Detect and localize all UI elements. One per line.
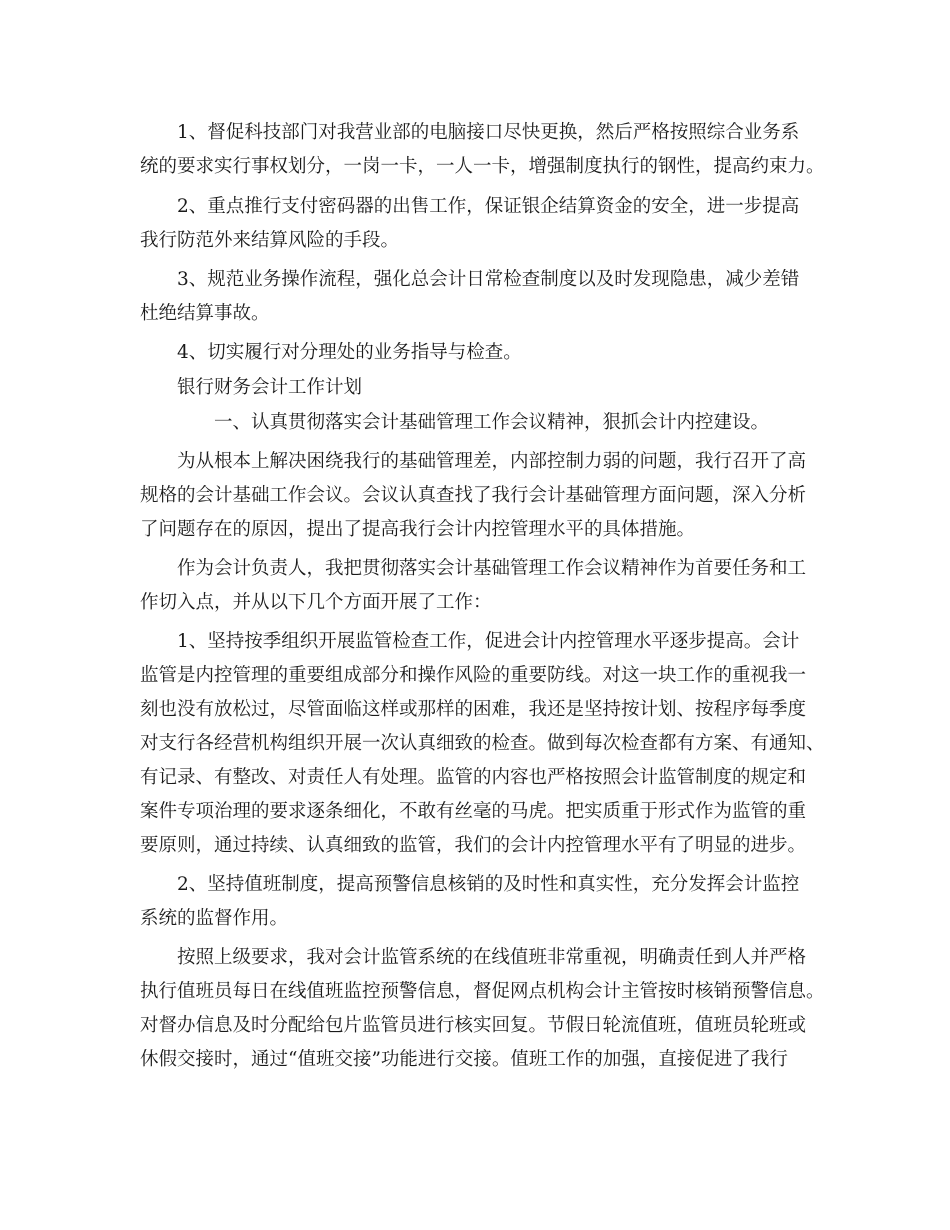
text-line: 3、规范业务操作流程，强化总会计日常检查制度以及时发现隐患，减少差错 <box>177 269 800 290</box>
text-line: 2、重点推行支付密码器的出售工作，保证银企结算资金的安全，进一步提高 <box>177 196 800 217</box>
text-line: 刻也没有放松过，尽管面临这样或那样的困难，我还是坚持按计划、按程序每季度 <box>140 699 807 720</box>
text-line: 4、切实履行对分理处的业务指导与检查。 <box>177 342 522 363</box>
text-line: 监管是内控管理的重要组成部分和操作风险的重要防线。对这一块工作的重视我一 <box>140 665 807 686</box>
text-line: 作为会计负责人，我把贯彻落实会计基础管理工作会议精神作为首要任务和工 <box>177 558 807 579</box>
text-line: 按照上级要求，我对会计监管系统的在线值班非常重视，明确责任到人并严格 <box>177 947 807 968</box>
text-line: 统的要求实行事权划分，一岗一卡，一人一卡，增强制度执行的钢性，提高约束力。 <box>140 156 825 177</box>
section-heading: 银行财务会计工作计划 <box>177 377 363 398</box>
text-line: 1、坚持按季组织开展监管检查工作，促进会计内控管理水平逐步提高。会计 <box>177 631 800 652</box>
text-line: 对督办信息及时分配给包片监管员进行核实回复。节假日轮流值班，值班员轮班或 <box>140 1015 807 1036</box>
text-line: 1、督促科技部门对我营业部的电脑接口尽快更换，然后严格按照综合业务系 <box>177 122 800 143</box>
text-line: 了问题存在的原因，提出了提高我行会计内控管理水平的具体措施。 <box>140 519 696 540</box>
text-line: 执行值班员每日在线值班监控预警信息，督促网点机构会计主管按时核销预警信息。 <box>140 981 825 1002</box>
text-line: 规格的会计基础工作会议。会议认真查找了我行会计基础管理方面问题，深入分析 <box>140 485 807 506</box>
text-line: 2、坚持值班制度，提高预警信息核销的及时性和真实性，充分发挥会计监控 <box>177 874 800 895</box>
text-line: 要原则，通过持续、认真细致的监管，我们的会计内控管理水平有了明显的进步。 <box>140 835 807 856</box>
text-line: 为从根本上解决困绕我行的基础管理差，内部控制力弱的问题，我行召开了高 <box>177 451 807 472</box>
text-line: 杜绝结算事故。 <box>140 303 270 324</box>
text-line: 系统的监督作用。 <box>140 908 289 929</box>
text-line: 我行防范外来结算风险的手段。 <box>140 230 400 251</box>
text-line: 有记录、有整改、对责任人有处理。监管的内容也严格按照会计监管制度的规定和 <box>140 767 807 788</box>
text-line: 作切入点，并从以下几个方面开展了工作： <box>140 592 492 613</box>
text-line: 对支行各经营机构组织开展一次认真细致的检查。做到每次检查都有方案、有通知、 <box>140 733 825 754</box>
subsection-heading: 一、认真贯彻落实会计基础管理工作会议精神，狠抓会计内控建设。 <box>214 412 770 433</box>
text-line: 案件专项治理的要求逐条细化，不敢有丝毫的马虎。把实质重于形式作为监管的重 <box>140 801 807 822</box>
text-line: 休假交接时，通过“值班交接”功能进行交接。值班工作的加强，直接促进了我行 <box>140 1049 788 1070</box>
